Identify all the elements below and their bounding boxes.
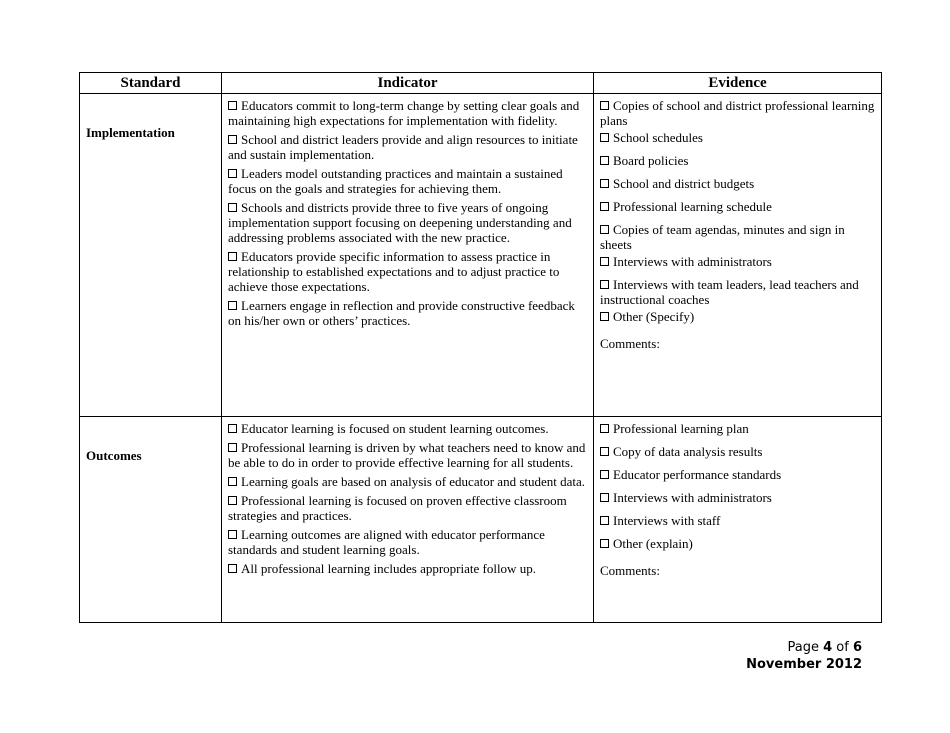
evidence-item: Other (explain) — [600, 536, 875, 551]
table-row-outcomes — [80, 417, 882, 623]
checkbox-icon[interactable] — [600, 493, 609, 502]
indicator-item: All professional learning includes appropriate follow up. — [228, 561, 587, 576]
checkbox-icon[interactable] — [600, 312, 609, 321]
comments-label: Comments: — [600, 336, 660, 351]
checkbox-icon[interactable] — [228, 530, 237, 539]
evidence-item: School and district budgets — [600, 176, 875, 191]
comments-label: Comments: — [600, 563, 660, 578]
standards-table — [79, 72, 882, 623]
checkbox-icon[interactable] — [228, 252, 237, 261]
evidence-item: Professional learning schedule — [600, 199, 875, 214]
checkbox-icon[interactable] — [228, 496, 237, 505]
page-current: 4 — [823, 640, 833, 655]
indicator-item: Educators commit to long-term change by setting clear goals and maintaining high expectations for implementation with fidelity. — [228, 98, 580, 128]
page-number — [746, 639, 862, 656]
page-prefix: Page — [787, 640, 819, 655]
checkbox-icon[interactable] — [228, 101, 237, 110]
checkbox-icon[interactable] — [600, 424, 609, 433]
checkbox-icon[interactable] — [600, 447, 609, 456]
checkbox-icon[interactable] — [600, 470, 609, 479]
checkbox-icon[interactable] — [228, 477, 237, 486]
checkbox-icon[interactable] — [228, 169, 237, 178]
checkbox-icon[interactable] — [228, 564, 237, 573]
indicator-item: Educator learning is focused on student learning outcomes. — [228, 421, 587, 436]
standard-label: Outcomes — [86, 448, 142, 463]
page-total: 6 — [852, 640, 862, 655]
header-indicator: Indicator — [222, 73, 594, 94]
evidence-item: School schedules — [600, 130, 875, 145]
checkbox-icon[interactable] — [600, 225, 609, 234]
indicator-item: School and district leaders provide and align resources to initiate and sustain implementation. — [228, 132, 578, 162]
footer-date: November 2012 — [746, 657, 862, 672]
evidence-item: Copies of school and district professional learning plans — [600, 98, 875, 128]
checkbox-icon[interactable] — [600, 156, 609, 165]
checkbox-icon[interactable] — [228, 135, 237, 144]
evidence-item: Board policies — [600, 153, 875, 168]
page-of: of — [836, 640, 849, 655]
evidence-item: Professional learning plan — [600, 421, 875, 436]
checkbox-icon[interactable] — [600, 280, 609, 289]
checkbox-icon[interactable] — [600, 257, 609, 266]
evidence-item: Interviews with team leaders, lead teachers and instructional coaches — [600, 277, 859, 307]
indicator-item: Schools and districts provide three to five years of ongoing implementation support focusing on deepening understanding and addressing problems associated with the new practice. — [228, 200, 572, 245]
indicator-cell — [222, 94, 594, 417]
indicator-item: Educators provide specific information to assess practice in relationship to established expectations and to adjust practice to achieve those expectations. — [228, 249, 560, 294]
checkbox-icon[interactable] — [600, 179, 609, 188]
standard-label: Implementation — [86, 125, 175, 140]
header-standard: Standard — [80, 73, 222, 94]
evidence-cell — [594, 417, 882, 623]
evidence-item: Copy of data analysis results — [600, 444, 875, 459]
evidence-cell — [594, 94, 882, 417]
evidence-item: Other (Specify) — [600, 309, 875, 324]
checkbox-icon[interactable] — [228, 301, 237, 310]
indicator-item: Learning outcomes are aligned with educator performance standards and student learning goals. — [228, 527, 545, 557]
indicator-item: Leaders model outstanding practices and maintain a sustained focus on the goals and strategies for achieving them. — [228, 166, 563, 196]
evidence-item: Interviews with staff — [600, 513, 875, 528]
evidence-item: Interviews with administrators — [600, 490, 875, 505]
evidence-item: Educator performance standards — [600, 467, 875, 482]
evidence-item: Interviews with administrators — [600, 254, 875, 269]
evidence-item: Copies of team agendas, minutes and sign in sheets — [600, 222, 845, 252]
page-footer — [746, 639, 862, 673]
header-evidence: Evidence — [594, 73, 882, 94]
table-row-implementation — [80, 94, 882, 417]
checkbox-icon[interactable] — [600, 539, 609, 548]
indicator-item: Professional learning is driven by what teachers need to know and be able to do in order to provide effective learning for all students. — [228, 440, 586, 470]
checkbox-icon[interactable] — [600, 101, 609, 110]
checkbox-icon[interactable] — [600, 202, 609, 211]
checkbox-icon[interactable] — [228, 203, 237, 212]
standard-cell — [80, 94, 222, 417]
checkbox-icon[interactable] — [600, 516, 609, 525]
checkbox-icon[interactable] — [600, 133, 609, 142]
indicator-item: Learners engage in reflection and provide constructive feedback on his/her own or others’ practices. — [228, 298, 575, 328]
indicator-cell — [222, 417, 594, 623]
standard-cell — [80, 417, 222, 623]
checkbox-icon[interactable] — [228, 424, 237, 433]
checkbox-icon[interactable] — [228, 443, 237, 452]
indicator-item: Professional learning is focused on proven effective classroom strategies and practices. — [228, 493, 567, 523]
indicator-item: Learning goals are based on analysis of educator and student data. — [228, 474, 587, 489]
table-header-row — [80, 73, 882, 94]
